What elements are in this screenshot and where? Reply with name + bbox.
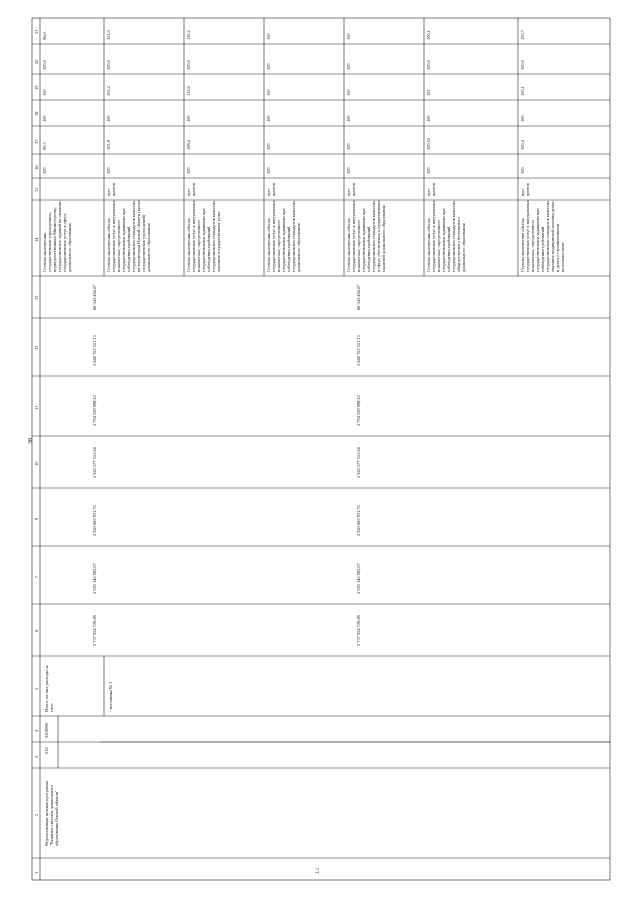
program-name: Ведомственная целевая программа "Развитие системы дошкольного образования Омской области"	[44, 780, 59, 846]
indicator-7-v16: 100	[520, 167, 525, 174]
indicator-6-v21: 100,1	[426, 30, 431, 40]
indicator-4-unit: про-центов	[266, 183, 276, 196]
indicator-5-v17: 100	[346, 143, 351, 150]
col-number-8: 8	[34, 517, 39, 520]
source-1-label: - источника № 1	[108, 681, 113, 712]
indicator-6-text: Степень выполнения объема государственных услуг в натуральных показателях, определенного государственными заданиями при соблюдении требований государственных стандартов качества общедоступного бесплатного дошкольного образования	[426, 200, 466, 272]
amount-total-12: 2 649 702 551,13	[92, 335, 97, 366]
indicator-4-v16: 100	[266, 167, 271, 174]
indicator-6-v17: 100,55	[426, 137, 431, 150]
col-number-15: 15	[34, 187, 39, 192]
indicator-4-v21: 100	[266, 33, 271, 40]
amount-total-13: 68 343 436,07	[92, 284, 97, 310]
indicator-1-v20: 100,0	[42, 60, 47, 70]
indicator-6-v16: 100	[426, 167, 431, 174]
indicator-4-v20: 100	[266, 63, 271, 70]
indicator-2-v16: 100	[106, 167, 111, 174]
indicator-2-v19: 102,2	[106, 86, 111, 96]
col-number-7: 7	[34, 575, 39, 578]
indicator-3-v21: 110,2	[186, 30, 191, 40]
indicator-3-text: Степень выполнения объема государственных услуг в натуральных показателях, определенного государственными заданиями при соблюдении требований государственных стандартов качества оказания государственных услуг	[186, 200, 221, 272]
indicator-3-v18: 100	[186, 115, 191, 122]
indicator-4-v17: 100	[266, 143, 271, 150]
amount-src1-10: 2 943 577 551,94	[356, 447, 361, 478]
indicator-7-v18: 100	[520, 115, 525, 122]
amount-src1-13: 68 343 436,07	[356, 284, 361, 310]
amount-total-10: 2 943 577 551,94	[92, 447, 97, 478]
indicator-6-unit: про-центов	[426, 183, 436, 196]
indicator-7-v17: 100,4	[520, 140, 525, 150]
col-number-17: 17	[34, 139, 39, 144]
col-number-11: 11	[34, 405, 39, 410]
col-number-20: 20	[34, 59, 39, 64]
indicator-5-v18: 100	[346, 115, 351, 122]
indicator-5-v20: 100	[346, 63, 351, 70]
program-code-1: 015	[44, 747, 49, 754]
col-number-6: 6	[34, 629, 39, 632]
indicator-4-v18: 100	[266, 115, 271, 122]
col-number-19: 19	[34, 85, 39, 90]
indicator-5-text: Степень выполнения объема государственных услуг в натуральных показателях, определенного государственными заданиями при соблюдении требований государственных стандартов качества в сфере обеспечения государственных гарантий дошкольного образования	[346, 200, 386, 272]
col-number-10: 10	[34, 461, 39, 466]
amount-total-6: 5 737 954 729,96	[92, 615, 97, 646]
indicator-5-v16: 100	[346, 167, 351, 174]
indicator-7-v21: 100,7	[520, 30, 525, 40]
indicator-7-unit: про-центов	[520, 183, 530, 196]
amount-src1-7: 5 593 140 983,07	[356, 563, 361, 594]
amount-src1-11: 2 794 238 898,23	[356, 395, 361, 426]
indicator-2-v21: 101,0	[106, 30, 111, 40]
indicator-7-text: Степень выполнения объема государственных услуг в натуральных показателях, определенного государственными заданиями при соблюдении требований государственных стандартов качества оказания медицинской помощи детям и детям с ограниченными возможностями	[520, 200, 565, 272]
indicator-3-v16: 100	[186, 167, 191, 174]
amount-total-11: 2 794 238 898,23	[92, 395, 97, 426]
col-number-2: 2	[34, 813, 39, 816]
indicator-7-v20: 100,0	[520, 60, 525, 70]
indicator-4-v19: 100	[266, 89, 271, 96]
indicator-1-v19: 100	[42, 89, 47, 96]
amount-src1-12: 2 649 702 551,13	[356, 335, 361, 366]
indicator-2-text: Степень выполнения объема государственных услуг в натуральных показателях, определенного государственными заданиями при соблюдении требований государственных стандартов качества на территории Омской области (кроме государственных учреждений) дошкольного образования	[106, 200, 151, 272]
indicator-6-v18: 100	[426, 115, 431, 122]
indicator-5-v19: 100	[346, 89, 351, 96]
program-code-2: 0208000	[44, 722, 49, 738]
col-number-18: 18	[34, 111, 39, 116]
col-number-16: 16	[34, 165, 39, 170]
amount-total-7: 5 593 140 983,07	[92, 563, 97, 594]
col-number-1: 1	[34, 871, 39, 874]
indicator-1-v18: 100	[42, 115, 47, 122]
indicator-3-v19: 115,6	[186, 86, 191, 96]
indicator-2-v17: 101,8	[106, 140, 111, 150]
col-number-5: 5	[34, 687, 39, 690]
indicator-1-v21: 96,0	[42, 32, 47, 40]
col-number-4: 4	[34, 729, 39, 732]
source-total-label: Итого, из них расходы за счет:	[44, 665, 54, 712]
indicator-5-v21: 100	[346, 33, 351, 40]
col-number-3: 3	[34, 755, 39, 758]
indicator-2-v20: 100,0	[106, 60, 111, 70]
amount-src1-8: 2 943 695 831,73	[356, 505, 361, 536]
col-number-13: 13	[34, 295, 39, 300]
col-number-12: 12	[34, 345, 39, 350]
col-number-21: 21	[34, 29, 39, 34]
row-number: 3.1	[316, 867, 321, 874]
indicator-6-v20: 100,0	[426, 60, 431, 70]
indicator-7-v19: 100,1	[520, 86, 525, 96]
indicator-3-v17: 108,4	[186, 140, 191, 150]
amount-src1-6: 5 737 954 729,96	[356, 615, 361, 646]
indicator-1-v16: 100	[42, 167, 47, 174]
amount-total-8: 2 943 695 831,73	[92, 505, 97, 536]
indicator-1-v17: 99,5	[42, 142, 47, 150]
indicator-3-v20: 100,0	[186, 60, 191, 70]
indicator-2-unit: про-центов	[106, 183, 116, 196]
page-number: 38	[28, 438, 34, 444]
indicator-6-v19: 101	[426, 89, 431, 96]
col-number-14: 14	[34, 237, 39, 242]
indicator-4-text: Степень выполнения объема государственных услуг в натуральных показателях, определенного государственными заданиями при соблюдении требований государственных стандартов качества дошкольного образования	[266, 200, 301, 272]
indicator-2-v18: 100	[106, 115, 111, 122]
indicator-3-unit: про-центов	[186, 183, 196, 196]
indicator-5-unit: про-центов	[346, 183, 356, 196]
indicator-1-text: Степень выполнения государственным учреждением, подведомственным Министерству, государственных заданий на оказание государственных услуг в сфере дошкольного образования	[42, 201, 72, 272]
